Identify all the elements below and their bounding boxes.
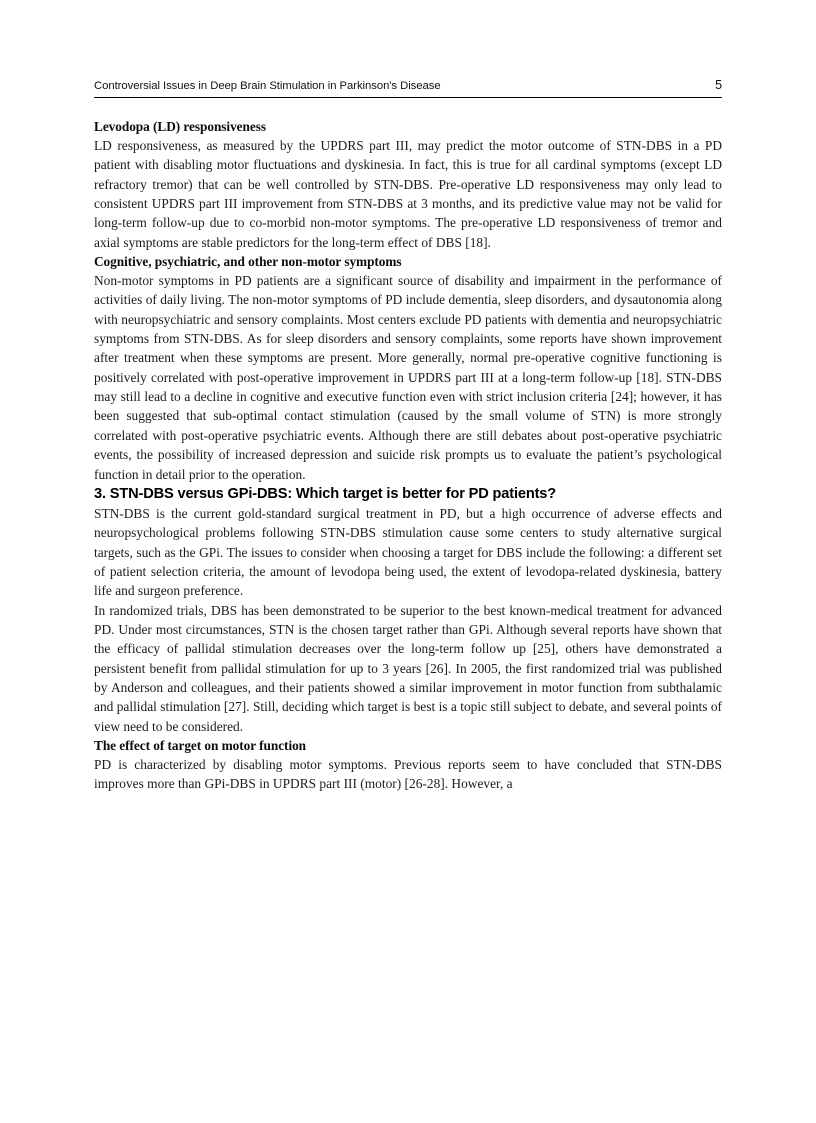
paragraph-stn-gpi-considerations: STN-DBS is the current gold-standard surgical treatment in PD, but a high occurrence of adverse effects and neuropsychological problems following STN-DBS stimulation cause some centers to study alternative surgical targets, such as the GPi. The issues to consider when choosing a target for DBS include the following: a different set of patient selection criteria, the amount of levodopa being used, the extent of levodopa-related dyskinesia, battery life and surgeon preference. — [94, 505, 722, 599]
page-number: 5 — [715, 78, 722, 92]
section-heading-3-stn-vs-gpi: 3. STN-DBS versus GPi-DBS: Which target is better for PD patients? — [94, 485, 557, 502]
subheading-effect-of-target-motor-function: The effect of target on motor function — [94, 737, 307, 753]
running-header — [94, 78, 722, 98]
subheading-levodopa-responsiveness: Levodopa (LD) responsiveness — [94, 119, 266, 134]
page-content-area — [94, 78, 722, 794]
paragraph-randomized-trials: In randomized trials, DBS has been demonstrated to be superior to the best known-medical treatment for advanced PD. Under most circumstances, STN is the chosen target rather than GPi. Although several reports have shown that the efficacy of pallidal stimulation decreases over the long-term follow up [25], others have demonstrated a persistent benefit from pallidal stimulation for up to 3 years [26]. In 2005, the first randomized trial was published by Anderson and colleagues, and their patients showed a similar improvement in motor function from subthalamic and pallidal stimulation [27]. Still, deciding which target is best is a topic still subject to debate, and several points of view need to be considered. — [94, 602, 722, 734]
paragraph-motor-function: PD is characterized by disabling motor symptoms. Previous reports seem to have concluded that STN-DBS improves more than GPi-DBS in UPDRS part III (motor) [26-28]. However, a — [94, 756, 722, 792]
subheading-cognitive-psychiatric: Cognitive, psychiatric, and other non-motor symptoms — [94, 254, 402, 270]
running-header-title: Controversial Issues in Deep Brain Stimulation in Parkinson's Disease — [94, 80, 441, 92]
paragraph-levodopa-responsiveness: LD responsiveness, as measured by the UPDRS part III, may predict the motor outcome of STN-DBS in a PD patient with disabling motor fluctuations and dyskinesia. In fact, this is true for all cardinal symptoms (except LD refractory tremor) that can be well controlled by STN-DBS. Pre-operative LD responsiveness may only lead to consistent UPDRS part III improvement from STN-DBS at 3 months, and its predictive value may not be valid for long-term follow-up due to co-morbid non-motor symptoms. The pre-operative LD responsiveness of tremor and axial symptoms are stable predictors for the long-term effect of DBS [18]. — [94, 138, 722, 250]
body-text-area — [94, 117, 722, 794]
paragraph-cognitive-psychiatric: Non-motor symptoms in PD patients are a significant source of disability and impairment in the performance of activities of daily living. The non-motor symptoms of PD include dementia, sleep disorders, and dysautonomia along with neuropsychiatric and sensory complaints. Most centers exclude PD patients with dementia and neuropsychiatric symptoms from STN-DBS. As for sleep disorders and sensory complaints, some reports have shown improvement after treatment when these symptoms are present. More generally, normal pre-operative cognitive functioning is positively correlated with post-operative improvement in UPDRS part III at a long-term follow-up [18]. STN-DBS may still lead to a decline in cognitive and executive function even with strict inclusion criteria [24]; however, it has been suggested that sub-optimal contact stimulation (caused by the small volume of STN) is more strongly correlated with post-operative psychiatric events. Although there are still debates about post-operative psychiatric events, the possibility of increased depression and suicide risk prompts us to evaluate the patient’s psychological function in detail prior to the operation. — [94, 273, 722, 482]
